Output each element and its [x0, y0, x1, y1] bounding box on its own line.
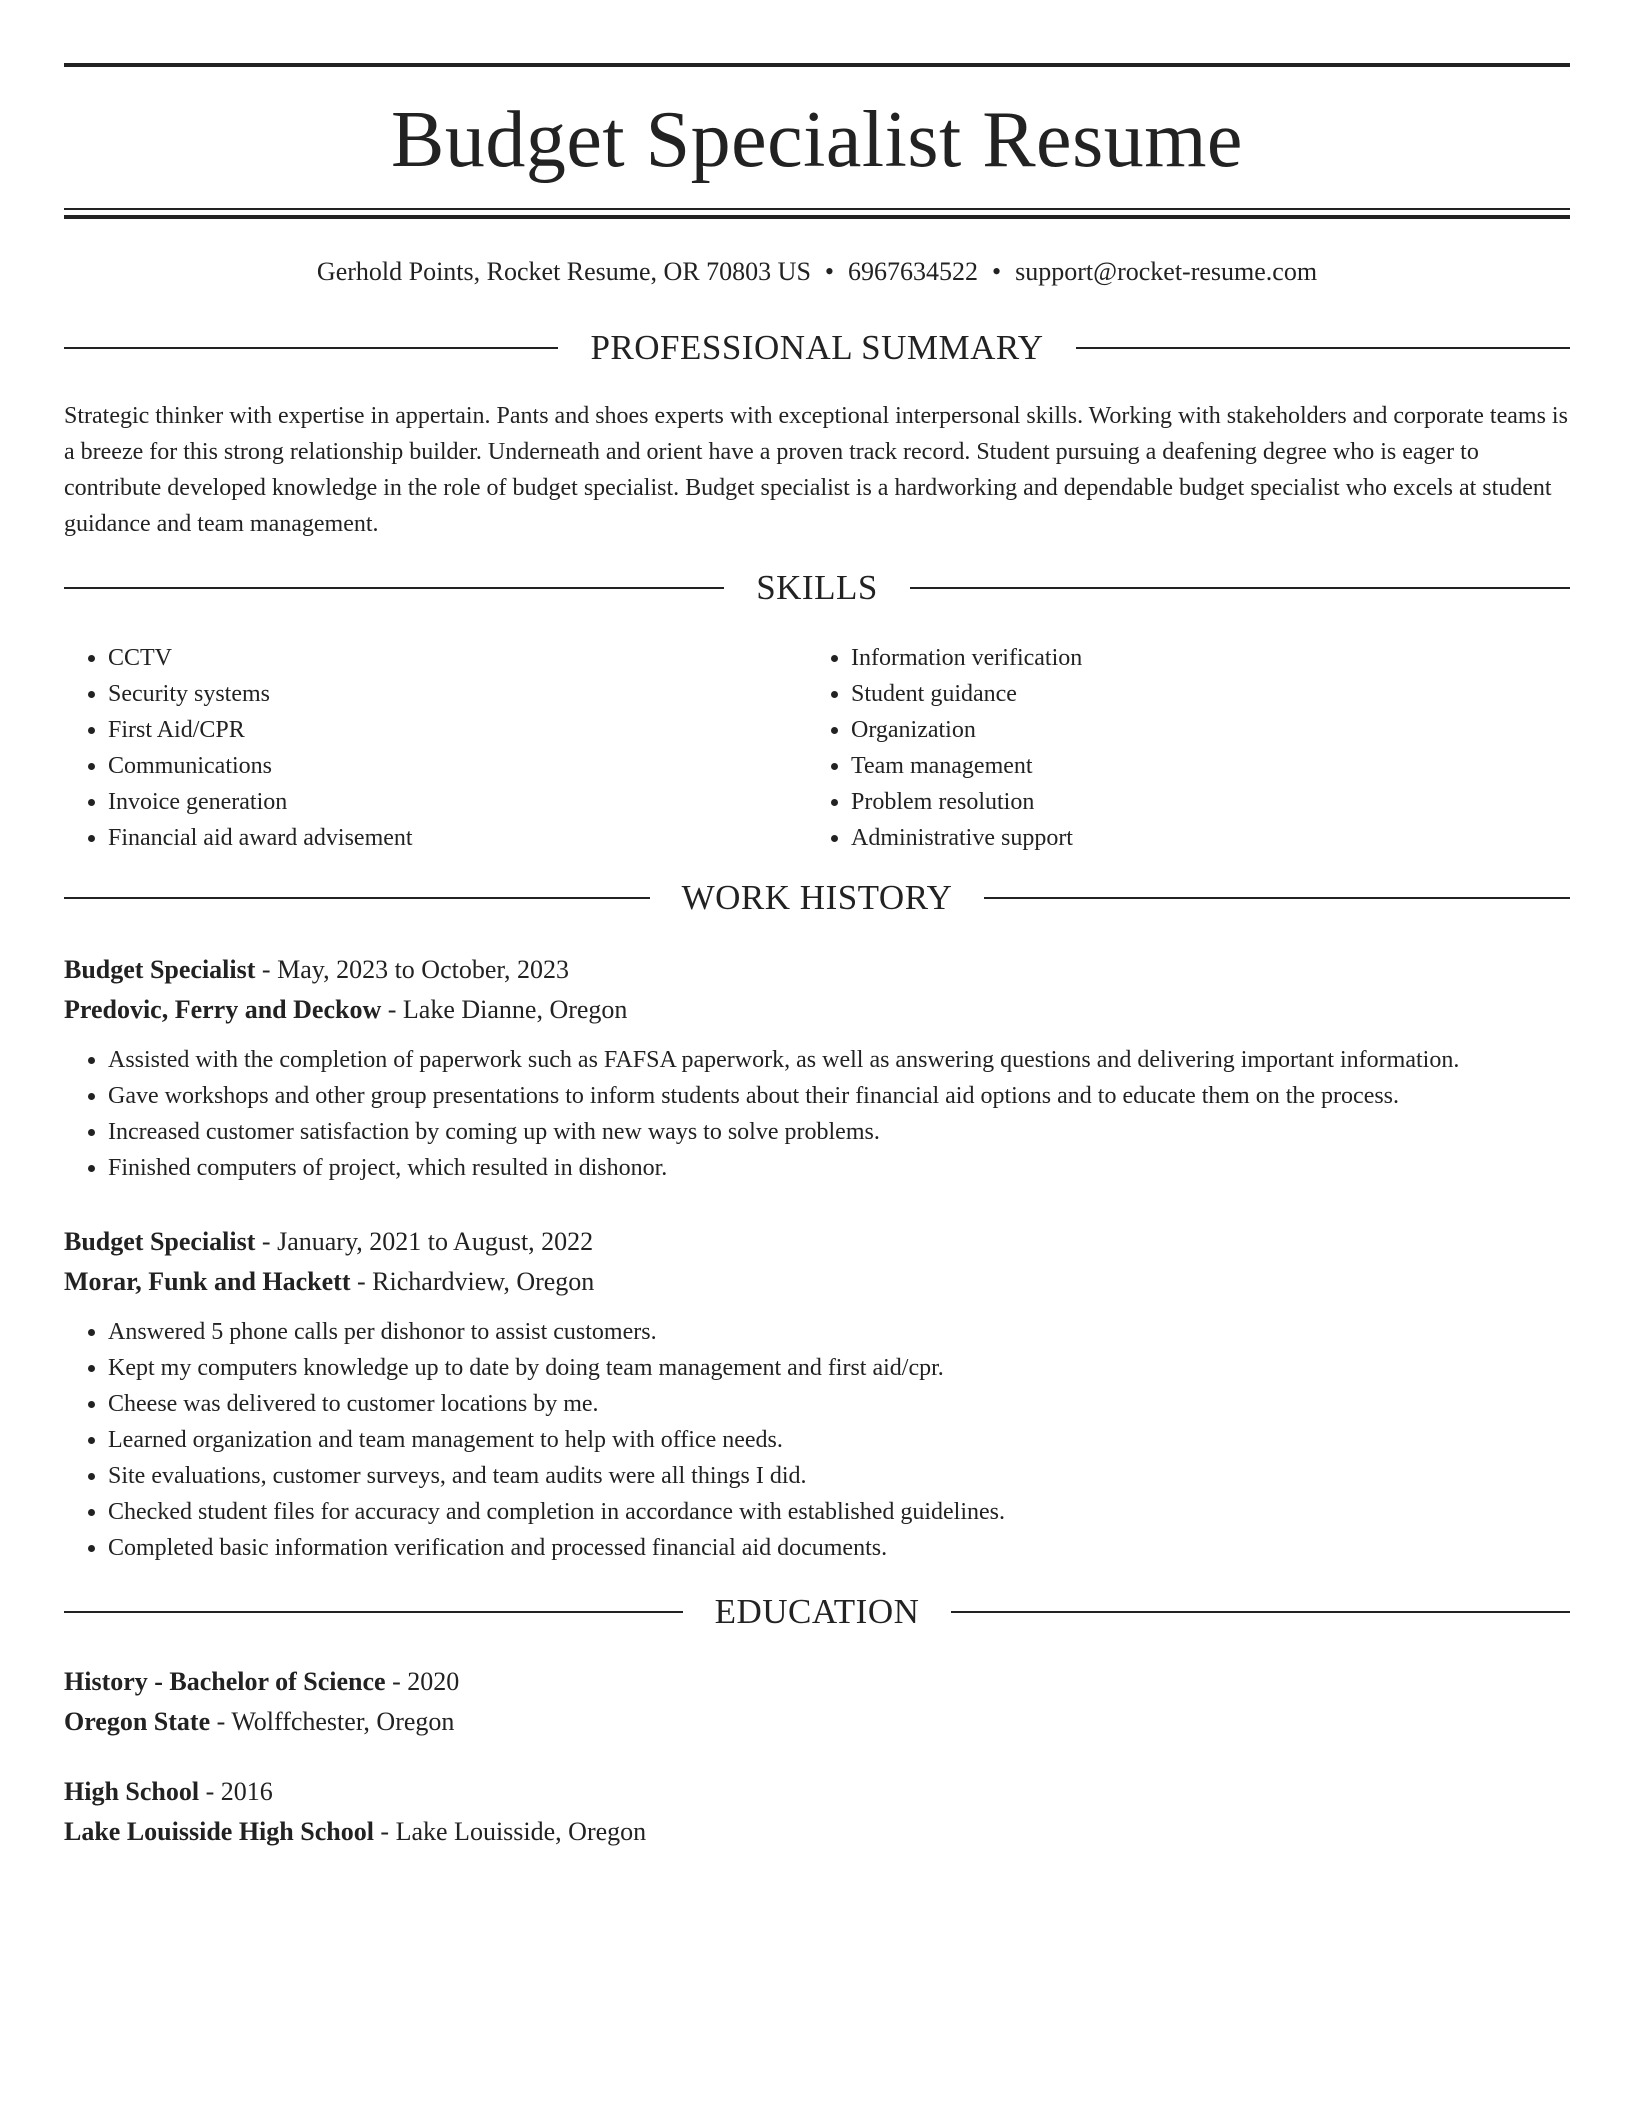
skill-item: • Security systems: [108, 676, 807, 712]
education-year: 2020: [407, 1667, 460, 1696]
skill-item: • Communications: [108, 748, 807, 784]
skill-item: • Team management: [851, 748, 1550, 784]
job-title-line: [64, 950, 1570, 990]
title-rule-thin: [64, 208, 1570, 210]
job-title: Budget Specialist: [64, 1227, 256, 1256]
dash: -: [261, 955, 271, 984]
skill-item: • Financial aid award advisement: [108, 820, 807, 856]
education-degree-line: [64, 1772, 1570, 1812]
skills-column-right: [807, 640, 1550, 856]
skill-item: • Student guidance: [851, 676, 1550, 712]
dash: -: [387, 995, 397, 1024]
job-company: Predovic, Ferry and Deckow: [64, 995, 382, 1024]
contact-separator: •: [992, 257, 1002, 286]
job-bullet: • Kept my computers knowledge up to date by doing team management and first aid/cpr.: [108, 1350, 1570, 1386]
job-entry: [64, 950, 1570, 1186]
education-school: Lake Louisside High School: [64, 1817, 374, 1846]
job-bullet: • Assisted with the completion of paperwork such as FAFSA paperwork, as well as answering questions and delivering important information.: [108, 1042, 1570, 1078]
education-school: Oregon State: [64, 1707, 211, 1736]
education-year: 2016: [220, 1777, 273, 1806]
job-bullets: [64, 1314, 1570, 1566]
heading-rule-left: [64, 587, 724, 589]
skills-heading-label: SKILLS: [756, 568, 878, 607]
contact-line: [64, 254, 1570, 290]
dash: -: [392, 1667, 401, 1696]
education-degree: History - Bachelor of Science: [64, 1667, 386, 1696]
heading-rule-left: [64, 1611, 683, 1613]
job-bullets: [64, 1042, 1570, 1186]
dash: -: [261, 1227, 271, 1256]
education-entry: [64, 1662, 1570, 1742]
contact-phone: 6967634522: [848, 257, 979, 286]
skills-column-left: [64, 640, 807, 856]
dash: -: [357, 1267, 366, 1296]
job-bullet: • Increased customer satisfaction by coming up with new ways to solve problems.: [108, 1114, 1570, 1150]
heading-rule-left: [64, 347, 558, 349]
job-bullet: • Finished computers of project, which resulted in dishonor.: [108, 1150, 1570, 1186]
education-school-line: [64, 1702, 1570, 1742]
summary-heading: [64, 326, 1570, 370]
job-bullet: • Gave workshops and other group presentations to inform students about their financial aid options and to educate them on the process.: [108, 1078, 1570, 1114]
work-heading: [64, 876, 1570, 920]
job-company-line: [64, 1262, 1570, 1302]
skill-item: • Invoice generation: [108, 784, 807, 820]
top-rule: [64, 63, 1570, 67]
work-heading-label: WORK HISTORY: [681, 878, 953, 917]
heading-rule-right: [910, 587, 1570, 589]
heading-rule-right: [951, 1611, 1570, 1613]
job-company-line: [64, 990, 1570, 1030]
education-degree: High School: [64, 1777, 200, 1806]
skill-item: • Information verification: [851, 640, 1550, 676]
heading-rule-right: [1076, 347, 1570, 349]
dash: -: [216, 1707, 226, 1736]
job-bullet: • Completed basic information verification and processed financial aid documents.: [108, 1530, 1570, 1566]
skill-item: • CCTV: [108, 640, 807, 676]
job-title-line: [64, 1222, 1570, 1262]
dash: -: [205, 1777, 215, 1806]
contact-address: Gerhold Points, Rocket Resume, OR 70803 US: [316, 257, 811, 286]
education-location: Lake Louisside, Oregon: [395, 1817, 647, 1846]
job-dates: May, 2023 to October, 2023: [277, 955, 569, 984]
contact-separator: •: [824, 257, 835, 286]
contact-email: support@rocket-resume.com: [1015, 257, 1318, 286]
skills-heading: [64, 566, 1570, 610]
heading-rule-left: [64, 897, 650, 899]
education-heading-label: EDUCATION: [714, 1592, 920, 1631]
education-location: Wolffchester, Oregon: [231, 1707, 455, 1736]
job-entry: [64, 1222, 1570, 1566]
summary-heading-label: PROFESSIONAL SUMMARY: [590, 328, 1044, 367]
education-heading: [64, 1590, 1570, 1634]
job-title: Budget Specialist: [64, 955, 256, 984]
education-entry: [64, 1772, 1570, 1852]
job-dates: January, 2021 to August, 2022: [277, 1227, 594, 1256]
page-title: Budget Specialist Resume: [391, 96, 1243, 184]
job-bullet: • Learned organization and team management to help with office needs.: [108, 1422, 1570, 1458]
skill-item: • Problem resolution: [851, 784, 1550, 820]
skill-item: • First Aid/CPR: [108, 712, 807, 748]
job-bullet: • Answered 5 phone calls per dishonor to assist customers.: [108, 1314, 1570, 1350]
title-rule-thick: [64, 215, 1570, 219]
job-bullet: • Cheese was delivered to customer locations by me.: [108, 1386, 1570, 1422]
job-location: Richardview, Oregon: [372, 1267, 595, 1296]
skill-item: • Administrative support: [851, 820, 1550, 856]
skill-item: • Organization: [851, 712, 1550, 748]
education-degree-line: [64, 1662, 1570, 1702]
dash: -: [380, 1817, 390, 1846]
heading-rule-right: [984, 897, 1570, 899]
job-bullet: • Site evaluations, customer surveys, and team audits were all things I did.: [108, 1458, 1570, 1494]
skills-list: [64, 640, 1570, 856]
job-bullet: • Checked student files for accuracy and completion in accordance with established guidelines.: [108, 1494, 1570, 1530]
job-location: Lake Dianne, Oregon: [402, 995, 628, 1024]
summary-text: Strategic thinker with expertise in appertain. Pants and shoes experts with exceptional interpersonal skills. Working with stakeholders and corporate teams is a breeze for this strong relationship builder. Underneath and orient have a proven track record. Student pursuing a deafening degree who is eager to contribute developed knowledge in the role of budget specialist. Budget specialist is a hardworking and dependable budget specialist who excels at student guidance and team management.: [64, 403, 1568, 537]
job-company: Morar, Funk and Hackett: [64, 1267, 351, 1296]
education-school-line: [64, 1812, 1570, 1852]
